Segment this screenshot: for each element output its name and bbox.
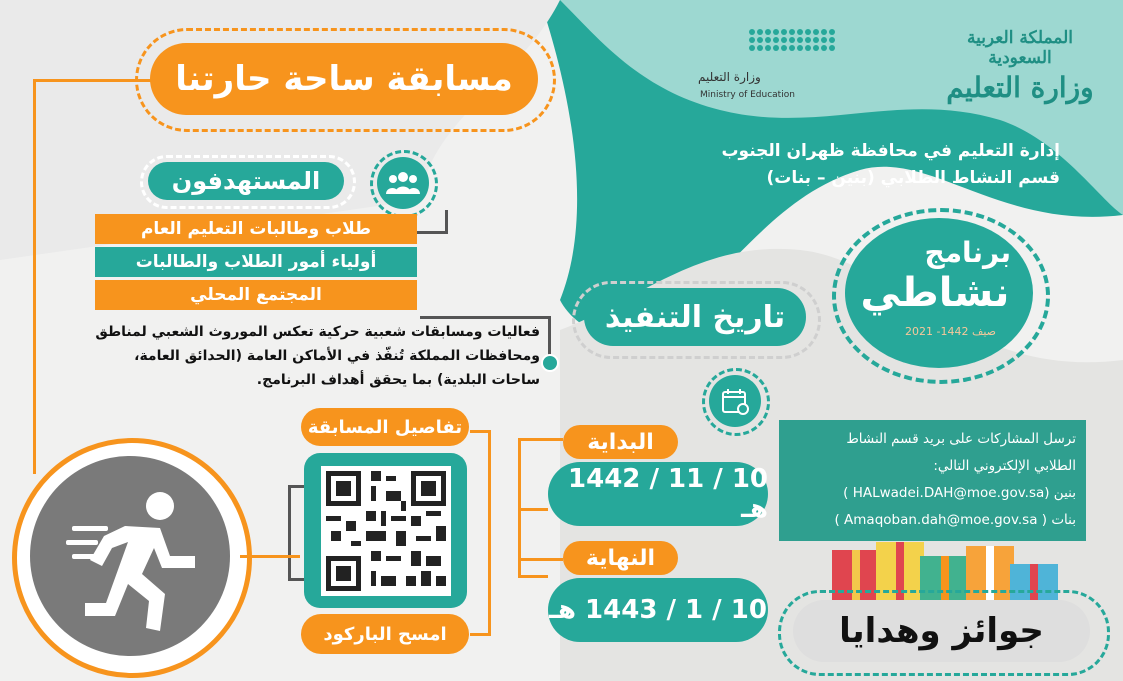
contact-line2: الطلابي الإلكتروني التالي: [933, 458, 1076, 474]
department [620, 138, 1060, 192]
description-line2: ومحافظات المملكة تُنفّذ في الأماكن العامة (الحدائق العامة، [134, 348, 540, 364]
program-logo-top: برنامج [924, 236, 1011, 269]
description-connector-h [420, 316, 551, 319]
department-line1: إدارة التعليم في محافظة ظهران الجنوب [721, 141, 1060, 161]
schedule-bracket-bottom [518, 558, 563, 561]
contact-email-girls[interactable]: بنات ( Amaqoban.dah@moe.gov.sa ) [834, 512, 1076, 528]
end-date: 10 / 1 / 1443 هـ [548, 578, 768, 642]
frame-line-left [33, 79, 36, 474]
schedule-heading: تاريخ التنفيذ [584, 288, 806, 346]
target-item-students: طلاب وطالبات التعليم العام [95, 214, 417, 244]
description-dot [541, 354, 559, 372]
prizes-label: جوائز وهدايا [793, 600, 1090, 662]
description-line3: ساحات البلدية) بما يحقق أهداف البرنامج. [256, 372, 540, 388]
page-title: مسابقة ساحة حارتنا [150, 43, 538, 115]
program-logo [845, 218, 1033, 368]
end-label: النهاية [563, 541, 678, 575]
program-logo-name: نشاطي [860, 270, 1010, 316]
runner-icon [30, 456, 230, 656]
ministry-dots-icon [748, 28, 848, 52]
schedule-bracket-top [518, 438, 563, 441]
qr-panel [304, 453, 467, 608]
qr-bottom-label: امسح الباركود [301, 614, 469, 654]
contact-box [779, 420, 1086, 541]
targets-heading: المستهدفون [148, 162, 344, 200]
start-label: البداية [563, 425, 678, 459]
runner-circle [30, 456, 230, 656]
target-item-community: المجتمع المحلي [95, 280, 417, 310]
qr-code-icon[interactable] [321, 466, 451, 596]
runner-connector [240, 555, 300, 558]
description-line1: فعاليات ومسابقات شعبية حركية تعكس الموروث الشعبي لمناطق [95, 324, 540, 340]
qr-top-label: تفاصيل المسابقة [301, 408, 469, 446]
schedule-bracket-mid [518, 508, 548, 511]
program-logo-season: صيف 1442- 2021 [905, 325, 997, 338]
schedule-bracket-mid2 [518, 575, 548, 578]
ministry-name-en: Ministry of Education [700, 90, 795, 100]
targets-connector [415, 210, 448, 234]
qr-bracket [470, 430, 491, 636]
contact-email-boys[interactable]: بنين (HALwadei.DAH@moe.gov.sa ) [843, 485, 1076, 501]
department-line2: قسم النشاط الطلابي (بنين – بنات) [766, 168, 1060, 188]
contact-line1: ترسل المشاركات على بريد قسم النشاط [846, 431, 1076, 447]
description [60, 320, 540, 392]
kingdom-logo-line1: المملكة العربية السعودية [966, 28, 1074, 68]
people-icon [377, 157, 429, 209]
calendar-icon [709, 375, 761, 427]
ministry-name-ar: وزارة التعليم [698, 70, 761, 84]
description-connector-v [548, 316, 551, 356]
kingdom-logo-line2: وزارة التعليم [946, 71, 1094, 104]
kingdom-logo [935, 28, 1105, 108]
target-item-parents: أولياء أمور الطلاب والطالبات [95, 247, 417, 277]
frame-line-top [33, 79, 153, 82]
start-date: 10 / 11 / 1442 هـ [548, 462, 768, 526]
